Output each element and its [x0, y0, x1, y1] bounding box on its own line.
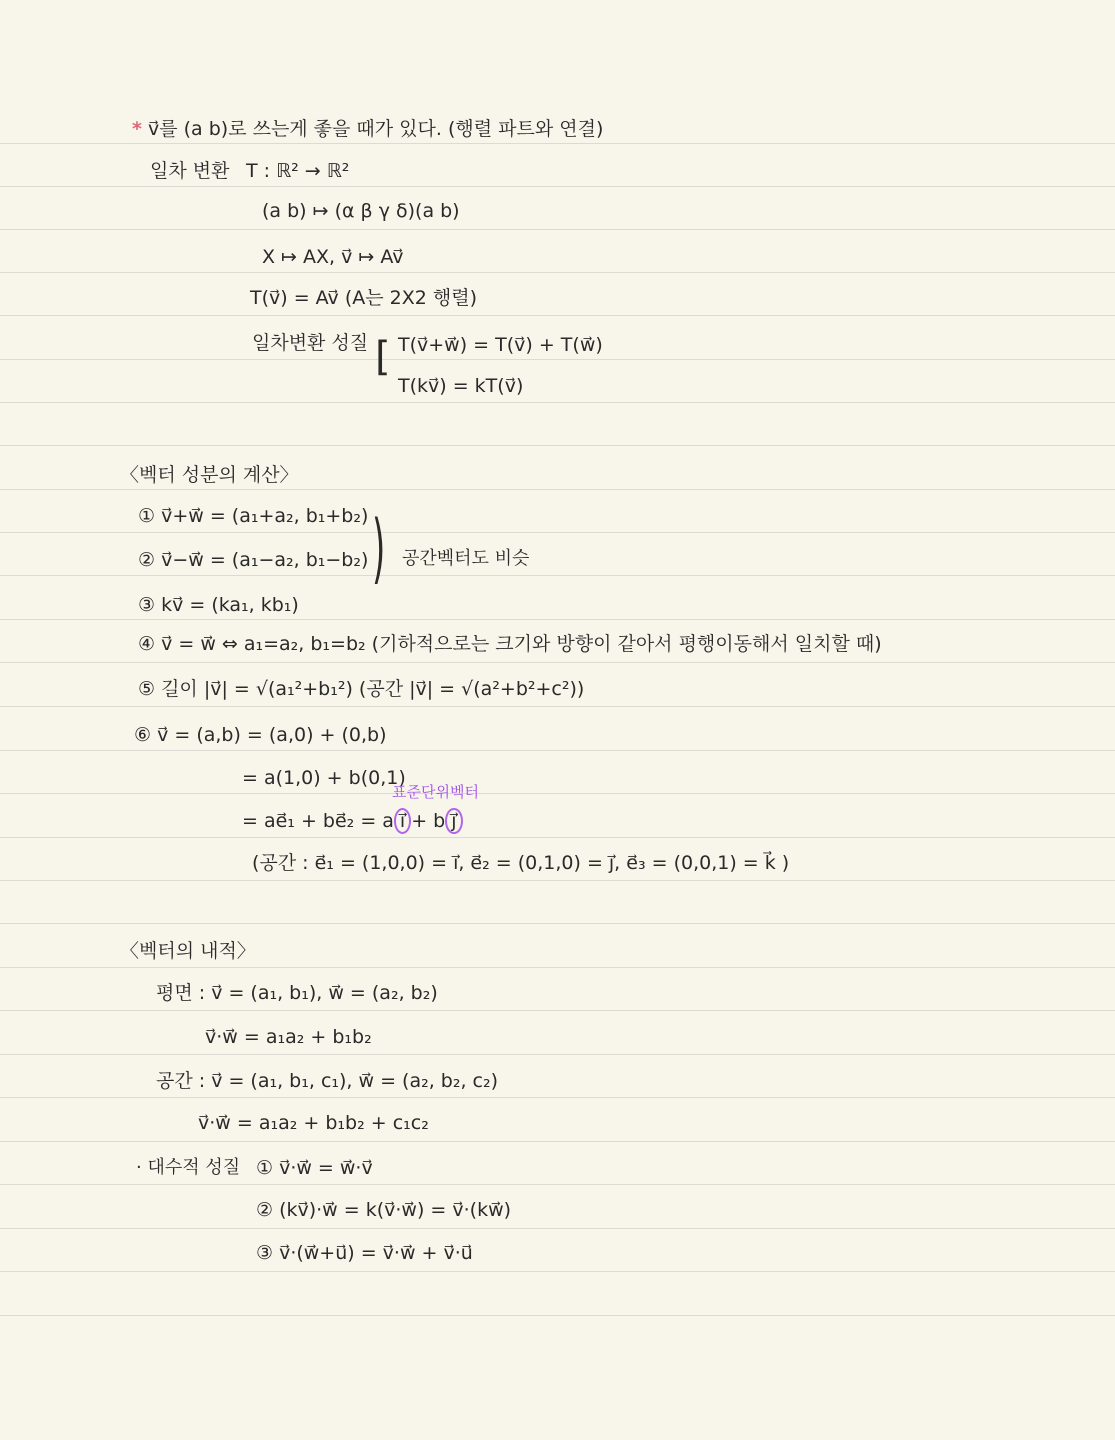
right-brace-icon: ) — [372, 503, 386, 592]
space-vectors: 공간 : v⃗ = (a₁, b₁, c₁), w⃗ = (a₂, b₂, c₂) — [156, 1070, 499, 1092]
ruled-line — [0, 1184, 1115, 1185]
component-rule-6-step3 — [242, 808, 463, 834]
ruled-line — [0, 143, 1115, 144]
ruled-line — [0, 489, 1115, 490]
dot-property-3: ③ v⃗·(w⃗+u⃗) = v⃗·w⃗ + v⃗·u⃗ — [256, 1242, 473, 1264]
plane-dot-product: v⃗·w⃗ = a₁a₂ + b₁b₂ — [205, 1026, 372, 1048]
ruled-line — [0, 923, 1115, 924]
component-rule-6-step2: = a(1,0) + b(0,1) — [242, 767, 406, 789]
linear-transform-label: 일차 변환 — [150, 160, 230, 182]
ruled-line — [0, 1097, 1115, 1098]
space-dot-product: v⃗·w⃗ = a₁a₂ + b₁b₂ + c₁c₂ — [198, 1112, 429, 1134]
linear-property-homogeneity: T(kv⃗) = kT(v⃗) — [398, 375, 524, 397]
algebraic-property-label: · 대수적 성질 — [136, 1157, 241, 1178]
section-heading-dot-product: 〈벡터의 내적〉 — [120, 940, 256, 962]
ruled-line — [0, 229, 1115, 230]
component-rule-2: ② v⃗−w⃗ = (a₁−a₂, b₁−b₂) — [138, 549, 369, 571]
matrix-mapping: (a b) ↦ (α β γ δ)(a b) — [262, 200, 460, 222]
ruled-line — [0, 1010, 1115, 1011]
space-vector-note: 공간벡터도 비슷 — [402, 548, 530, 569]
dot-property-2: ② (kv⃗)·w⃗ = k(v⃗·w⃗) = v⃗·(kw⃗) — [256, 1199, 512, 1221]
mapping-line: X ↦ AX, v⃗ ↦ Av⃗ — [262, 246, 404, 268]
section-heading-vector-components: 〈벡터 성분의 계산〉 — [120, 464, 299, 486]
ruled-line — [0, 793, 1115, 794]
ruled-line — [0, 619, 1115, 620]
ruled-line — [0, 402, 1115, 403]
note-line-vector-as-column — [132, 116, 603, 142]
ruled-line — [0, 1228, 1115, 1229]
ruled-line — [0, 272, 1115, 273]
ruled-line — [0, 662, 1115, 663]
ruled-line — [0, 315, 1115, 316]
ruled-line — [0, 575, 1115, 576]
ruled-line — [0, 1271, 1115, 1272]
standard-unit-vector-annotation: 표준단위벡터 — [392, 783, 479, 801]
ruled-line — [0, 186, 1115, 187]
ruled-line — [0, 532, 1115, 533]
linear-transform-map: T : ℝ² → ℝ² — [246, 160, 350, 182]
ruled-line — [0, 967, 1115, 968]
ruled-line — [0, 706, 1115, 707]
step3-text: = ae⃗₁ + be⃗₂ = a — [242, 810, 394, 832]
dot-property-1: ① v⃗·w⃗ = w⃗·v⃗ — [256, 1157, 373, 1179]
unit-vector-i-circled: i⃗ — [394, 808, 411, 834]
ruled-line — [0, 837, 1115, 838]
star-icon: * — [132, 118, 142, 140]
transform-equation: T(v⃗) = Av⃗ (A는 2X2 행렬) — [250, 287, 477, 309]
note-text: v⃗를 (a b)로 쓰는게 좋을 때가 있다. (행렬 파트와 연결) — [147, 118, 604, 140]
component-rule-4: ④ v⃗ = w⃗ ⇔ a₁=a₂, b₁=b₂ (기하적으로는 크기와 방향이 같아서 평행이동해서 일치할 때) — [138, 633, 882, 655]
ruled-line — [0, 1141, 1115, 1142]
ruled-line — [0, 1315, 1115, 1316]
ruled-line — [0, 445, 1115, 446]
ruled-line — [0, 1054, 1115, 1055]
step3-plus: + b — [411, 810, 446, 832]
space-unit-vectors: (공간 : e⃗₁ = (1,0,0) = i⃗, e⃗₂ = (0,1,0) = j⃗, e⃗₃ = (0,0,1) = k⃗ ) — [252, 852, 790, 874]
component-rule-5: ⑤ 길이 |v⃗| = √(a₁²+b₁²) (공간 |v⃗| = √(a²+b²+c²)) — [138, 678, 585, 700]
ruled-line — [0, 359, 1115, 360]
left-bracket-icon: [ — [375, 334, 391, 380]
ruled-line — [0, 750, 1115, 751]
unit-vector-j-circled: j⃗ — [445, 808, 462, 834]
ruled-line — [0, 880, 1115, 881]
linear-property-label: 일차변환 성질 — [252, 332, 369, 354]
component-rule-6: ⑥ v⃗ = (a,b) = (a,0) + (0,b) — [134, 724, 387, 746]
component-rule-1: ① v⃗+w⃗ = (a₁+a₂, b₁+b₂) — [138, 505, 369, 527]
linear-property-additivity: T(v⃗+w⃗) = T(v⃗) + T(w⃗) — [398, 334, 603, 356]
plane-vectors: 평면 : v⃗ = (a₁, b₁), w⃗ = (a₂, b₂) — [156, 982, 438, 1004]
component-rule-3: ③ kv⃗ = (ka₁, kb₁) — [138, 594, 299, 616]
